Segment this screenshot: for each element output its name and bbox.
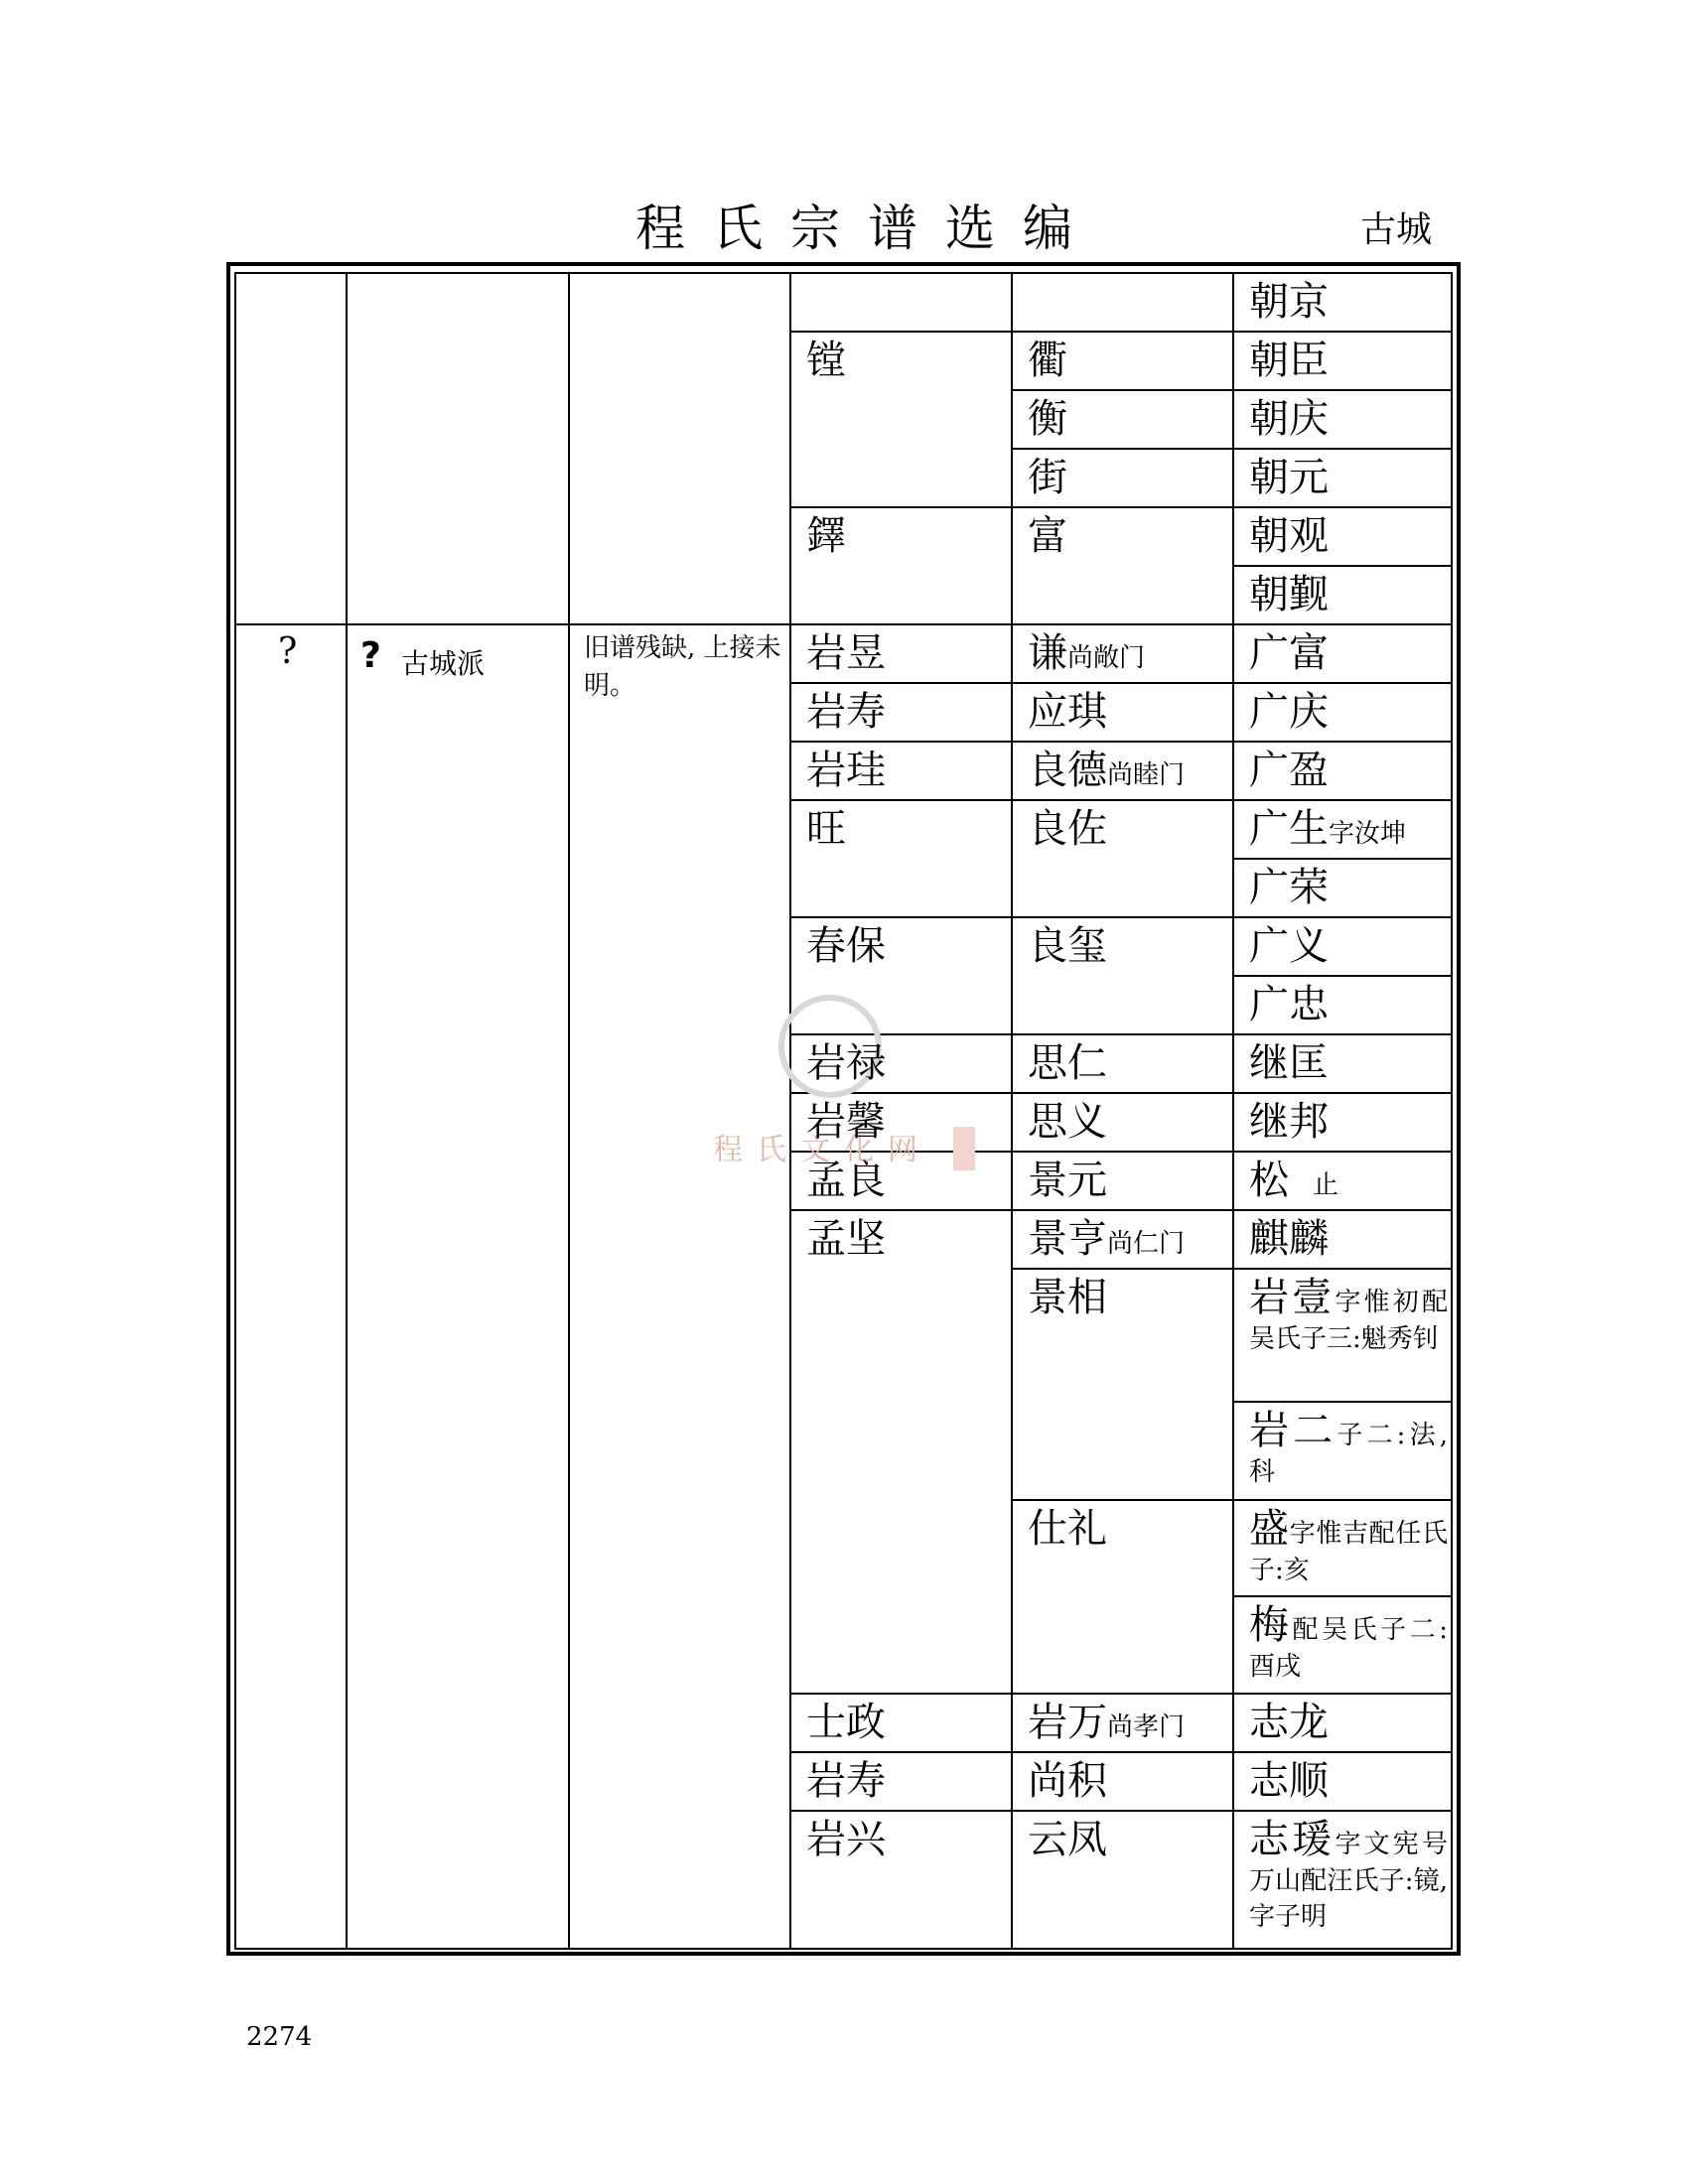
gen4-name: 岩馨: [806, 1099, 886, 1145]
gen6-note: 子二:法,科: [1249, 1421, 1448, 1487]
page-title: 程氏宗谱选编: [635, 200, 1100, 257]
watermark-text: 程氏文化网: [713, 1133, 931, 1167]
column-line: [789, 272, 791, 1948]
gen5-note: 尚睦门: [1107, 760, 1186, 790]
gen6-name: 朝臣: [1249, 338, 1329, 383]
gen4-name: 旺: [806, 806, 846, 852]
gen4-name: 岩寿: [806, 1758, 886, 1804]
gen5-name: 良佐: [1028, 806, 1107, 852]
row-line: [789, 916, 1453, 918]
row-line: [789, 1092, 1453, 1094]
row-line: [1232, 565, 1453, 567]
gen5-name: 景元: [1028, 1158, 1107, 1203]
gen6-note: 字惟初配吴氏子三:魁秀钊: [1249, 1288, 1448, 1354]
gen6-name: 继邦: [1249, 1099, 1329, 1145]
gen5-name: 景相: [1028, 1275, 1107, 1320]
gen4-name: 岩禄: [806, 1040, 886, 1086]
column-line: [234, 272, 236, 1948]
gen5-name: 应琪: [1028, 689, 1107, 735]
gen6-name: 广义: [1249, 923, 1329, 969]
row-line: [789, 1209, 1453, 1211]
gen6-name: 广荣: [1249, 865, 1329, 910]
gen5-name: 谦: [1028, 630, 1067, 676]
gen6-note: 字文宪号万山配汪氏子:镜, 字子明: [1249, 1830, 1448, 1932]
gen5-name: 尚积: [1028, 1758, 1107, 1804]
page-number: 2274: [246, 2022, 313, 2052]
gen4-name: 岩珪: [806, 748, 886, 793]
gen6-name: 广忠: [1249, 982, 1329, 1027]
gen6-name: 麒麟: [1249, 1216, 1329, 1262]
branch-unknown-mark: ?: [360, 635, 381, 676]
row-line: [1232, 858, 1453, 860]
gen5-name: 岩万: [1028, 1700, 1107, 1745]
gen5-name: 云凤: [1028, 1817, 1107, 1862]
gen5-note: 尚仁门: [1107, 1229, 1186, 1259]
gen6-name: 广生: [1249, 806, 1329, 852]
watermark-small-seal: [953, 1127, 975, 1170]
row-line: [234, 623, 1453, 625]
branch-region-label: 古城: [1360, 209, 1433, 250]
gen6-name: 松: [1249, 1158, 1289, 1203]
row-line: [789, 682, 1453, 684]
gen6-name: 梅: [1249, 1602, 1293, 1648]
row-line: [1011, 1499, 1453, 1501]
row-line: [234, 272, 1453, 274]
branch-name: 古城派: [401, 647, 486, 680]
gen6-note: 配吴氏子二:酉戌: [1249, 1615, 1449, 1682]
gen5-name: 良玺: [1028, 923, 1107, 969]
gen6-name: 朝京: [1249, 279, 1329, 325]
row-line: [1011, 448, 1453, 450]
row-line: [789, 741, 1453, 743]
gen6-name: 广盈: [1249, 748, 1329, 793]
gen6-note: 止: [1313, 1170, 1339, 1200]
gen5-name: 景亨: [1028, 1216, 1107, 1262]
gen6-name: 继匡: [1249, 1040, 1329, 1086]
gen5-note: 尚孝门: [1107, 1712, 1186, 1742]
row-line: [1232, 975, 1453, 977]
gen6-name: 朝观: [1249, 513, 1329, 559]
gen5-name: 衡: [1028, 396, 1067, 442]
row-line: [1011, 389, 1453, 391]
gen5-note: 尚敞门: [1067, 643, 1146, 673]
column-line: [1011, 272, 1013, 1948]
row-line: [1232, 1595, 1453, 1597]
gen6-name: 广庆: [1249, 689, 1329, 735]
gen4-name: 镗: [806, 338, 846, 383]
row-line: [789, 799, 1453, 801]
gen4-name: 春保: [806, 923, 886, 969]
gen6-name: 志瑗: [1249, 1817, 1336, 1862]
gen6-name: 朝觐: [1249, 572, 1329, 617]
gen4-name: 孟良: [806, 1158, 886, 1203]
gen5-name: 富: [1028, 513, 1067, 559]
gen4-name: 鐸: [806, 513, 846, 559]
gen6-name: 岩壹: [1249, 1275, 1336, 1320]
row-line: [789, 331, 1453, 333]
gen6-note: 字惟吉配任氏子:亥: [1249, 1519, 1448, 1585]
gen4-name: 孟坚: [806, 1216, 886, 1262]
gen5-name: 思义: [1028, 1099, 1107, 1145]
gen6-name: 岩二: [1249, 1408, 1337, 1453]
row-line: [789, 1033, 1453, 1035]
gen5-name: 良德: [1028, 748, 1107, 793]
gen6-name: 盛: [1249, 1506, 1290, 1552]
row-line: [789, 506, 1453, 508]
gen4-name: 士政: [806, 1700, 886, 1745]
gen4-name: 岩寿: [806, 689, 886, 735]
gen5-name: 仕礼: [1028, 1506, 1107, 1552]
row-line: [789, 1693, 1453, 1695]
lineage-note: 旧谱残缺, 上接未明。: [584, 633, 781, 701]
gen5-name: 思仁: [1028, 1040, 1107, 1086]
column-line: [346, 272, 348, 1948]
gen6-name: 朝元: [1249, 455, 1329, 500]
row-line: [234, 1948, 1453, 1950]
gen6-name: 广富: [1249, 630, 1329, 676]
gen6-note: 字汝坤: [1329, 819, 1407, 849]
column-line: [1232, 272, 1234, 1948]
column-line: [568, 272, 570, 1948]
gen4-name: 岩昱: [806, 630, 886, 676]
gen6-name: 朝庆: [1249, 396, 1329, 442]
row-line: [1011, 1268, 1453, 1270]
row-line: [789, 1751, 1453, 1753]
gen6-name: 志顺: [1249, 1758, 1329, 1804]
gen5-name: 衢: [1028, 338, 1067, 383]
gen5-name: 街: [1028, 455, 1067, 500]
generation-unknown-mark: ?: [278, 631, 298, 672]
column-line: [1451, 272, 1453, 1948]
row-line: [1232, 1401, 1453, 1403]
gen6-name: 志龙: [1249, 1700, 1329, 1745]
row-line: [789, 1810, 1453, 1812]
gen4-name: 岩兴: [806, 1817, 886, 1862]
